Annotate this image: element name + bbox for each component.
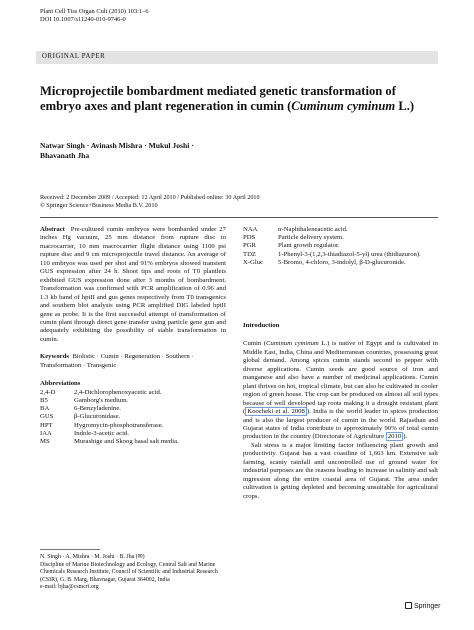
abbreviation-term: NAA xyxy=(243,226,258,233)
abbreviation-row xyxy=(40,430,179,438)
introduction-section xyxy=(243,322,438,501)
authors-line-1: Natwar Singh · Avinash Mishra · Mukul Joshi · xyxy=(40,141,194,150)
abbreviations-section xyxy=(40,380,226,446)
header-divider xyxy=(40,217,438,218)
abbreviation-definition: β-Glucuronidase. xyxy=(74,413,121,421)
abbreviation-row xyxy=(243,242,421,250)
abbreviation-term: GUS xyxy=(40,413,54,421)
publisher-logo xyxy=(405,602,440,610)
abbreviation-row xyxy=(243,251,421,259)
intro-p1-start: Cumin ( xyxy=(243,340,267,348)
keywords-label: Keywords xyxy=(40,353,69,361)
abbreviations-table-right xyxy=(243,226,421,267)
intro-species: Cuminum cyminum xyxy=(266,340,319,348)
abbreviation-row xyxy=(243,234,421,242)
intro-p1-rest: L.) is native of Egypt and is cultivated in Middle East, India, China and Mediterranean countries, possessing great global demand. Among spices cumin stands second to pepper with diverse applications. Cumin seeds are good source of iron and manganese and also have a number of medicinal applications. Cumin plant thrives on hot, tropical climate, but can also be cultivated in cooler region of green house. The crop can be produced on almost all soil types because of well developed tap roots making it a drought resistant plant ( xyxy=(243,340,439,416)
abbreviation-row xyxy=(40,397,179,405)
abbreviation-definition: Gamborg's medium. xyxy=(74,396,129,404)
abbreviation-row xyxy=(40,422,179,430)
title-main: Microprojectile bombardment mediated genetic transformation of embryo axes and plant regeneration in cumin ( xyxy=(40,84,396,113)
abbreviation-definition: 1-Phenyl-3-(1,2,3-thiadiazol-5-yl) urea (thidiazuron). xyxy=(278,250,421,258)
abbreviation-definition: Indole-3-acetic acid. xyxy=(74,429,129,437)
abbreviation-row xyxy=(40,438,179,446)
received-line: Received: 2 December 2009 / Accepted: 12 April 2010 / Published online: 30 April 2010 xyxy=(40,194,260,201)
abbreviation-row xyxy=(40,405,179,413)
abbreviation-term: 2,4-D xyxy=(40,388,56,396)
intro-p1-mid: ). India is the world leader in spices production and is also the largest producer of cumin in the world. Rajasthan and Gujarat states of India contribute to approximately 90% of total cumin production in the country (Directorate of Agriculture xyxy=(243,408,438,441)
abbreviation-term: IAA xyxy=(40,429,52,437)
abbreviation-term: HPT xyxy=(40,421,53,429)
author-list xyxy=(40,141,400,161)
abbreviations-heading: Abbreviations xyxy=(40,380,81,388)
publication-dates xyxy=(40,194,440,210)
abbreviation-definition: Murashige and Skoog basal salt media. xyxy=(74,437,179,445)
journal-meta xyxy=(40,8,149,24)
abbreviations-table-left xyxy=(40,389,179,446)
doi: DOI 10.1007/s11240-010-9746-0 xyxy=(40,16,126,23)
abbreviation-definition: Particle delivery system. xyxy=(278,234,344,242)
introduction-heading: Introduction xyxy=(243,322,280,329)
abbreviation-definition: 5-Bromo, 4-chloro, 3-indolyl, β-D-glucuronide. xyxy=(278,258,406,266)
introduction-paragraph-2: Salt stress is a major limiting factor influencing plant growth and productivity. Gujarat has a vast coastline of 1,663 km. Extensive salt farming, scanty rainfall and uncontrolled use of ground water for industrial purposes are the reasons leading to increase in salinity and salt ingression along the entire coastal area of Gujarat. The area under cultivation is getting depleted and becoming unsuitable for agricultural crops. xyxy=(243,441,438,500)
abbreviation-definition: Hygromycin-phosphotransferase. xyxy=(74,421,164,429)
journal-citation: Plant Cell Tiss Organ Cult (2010) 103:1–6 xyxy=(40,8,149,15)
abbreviation-term: X-Gluc xyxy=(243,258,264,266)
abbreviation-definition: 2,4-Dichlorophenoxyacetic acid. xyxy=(74,388,162,396)
abbreviation-definition: 6-Benzyladenine. xyxy=(74,405,121,413)
abbreviation-row xyxy=(243,226,421,234)
title-end: L.) xyxy=(395,99,415,113)
article-title xyxy=(40,84,420,114)
correspondence-names: N. Singh · A. Mishra · M. Joshi · B. Jha (✉) xyxy=(40,554,145,560)
abbreviation-term: B5 xyxy=(40,396,48,404)
authors-line-2: Bhavanath Jha xyxy=(40,151,90,160)
correspondence-address: Discipline of Marine Biotechnology and Ecology, Central Salt and Marine Chemicals Research Institute, Council of Scientific and Industrial Research (CSIR), G. B. Marg, Bhavnagar, Gujarat 364002, India xyxy=(40,561,218,583)
abstract-text: Pre-cultured cumin embryos were bombarded under 27 inches Hg vacuum, 25 mm distance from rupture disc to macrocarrier, 10 mm macrocarrier flight distance using 1100 psi rupture disc and 9 cm microprojectile travel distance. An average of 110 embryos was used per shot and 91% embryos showed transient GUS expression after 24 h. Shoot tips and roots of T0 plantlets exhibited GUS expression done after 3 months of bombardment. Transformation was confirmed with PCR amplification of 0.96 and 1.3 kb band of hptII and gus genes respectively from T0 transgenics and southern blot analysis using PCR amplified DIG labeled hptII gene as probe. It is the first successful attempt of transformation of cumin plant through direct gene transfer using particle gene gun and adequately exhibiting the possibility of stable transformation in cumin. xyxy=(40,226,226,343)
abstract xyxy=(40,226,226,344)
abbreviation-row xyxy=(40,413,179,421)
abstract-label: Abstract xyxy=(40,226,65,233)
abbreviation-term: BA xyxy=(40,405,50,413)
publisher-name: Springer xyxy=(414,603,441,610)
springer-horse-icon xyxy=(405,602,412,609)
correspondence xyxy=(40,549,226,592)
left-column xyxy=(40,226,226,446)
abbreviation-term: PGR xyxy=(243,242,257,250)
abbreviation-row xyxy=(40,389,179,397)
copyright-line: © Springer Science+Business Media B.V. 2010 xyxy=(40,202,158,209)
title-species: Cuminum cyminum xyxy=(291,99,396,113)
abbreviation-definition: α-Naphthaleneacetic acid. xyxy=(278,226,348,233)
article-type-banner xyxy=(36,51,438,64)
intro-p1-end: ). xyxy=(403,433,408,441)
abbreviation-row xyxy=(243,259,421,267)
article-type: ORIGINAL PAPER xyxy=(42,53,106,60)
right-abbreviations xyxy=(243,226,438,267)
correspondence-email[interactable]: e-mail: bjha@csmcri.org xyxy=(40,584,99,591)
citation-directorate[interactable]: 2010 xyxy=(387,433,402,441)
abbreviation-term: MS xyxy=(40,437,50,445)
abbreviation-definition: Plant growth regulator. xyxy=(278,242,340,250)
citation-koocheki[interactable]: Koocheki et al. 2008 xyxy=(247,408,305,416)
introduction-paragraph-1 xyxy=(243,340,438,441)
footnote-divider xyxy=(40,549,100,550)
abbreviation-term: PDS xyxy=(243,234,256,242)
keywords-text: Biolistic · Cumin · Regeneration · Southern · Transformation · Transgenic xyxy=(40,353,194,369)
keywords xyxy=(40,353,226,370)
abbreviation-term: TDZ xyxy=(243,250,256,258)
